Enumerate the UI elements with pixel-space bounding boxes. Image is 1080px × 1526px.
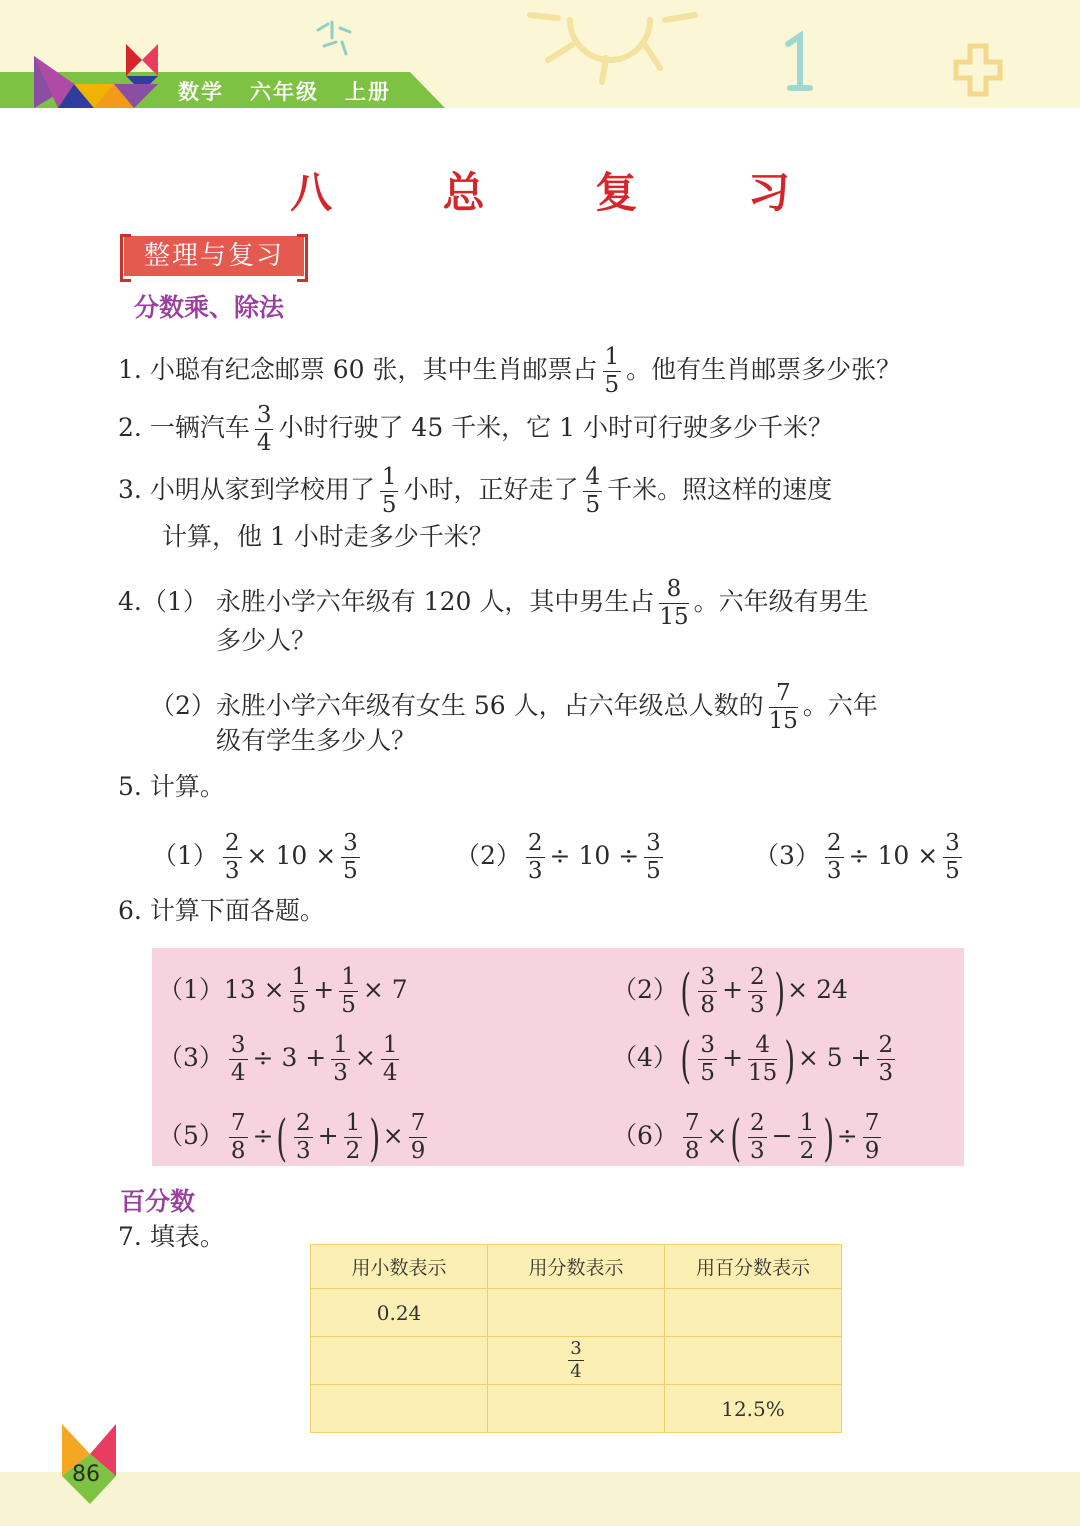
bracket-left-icon — [120, 234, 131, 282]
fill-table — [310, 1244, 842, 1433]
problem-text: 小时，正好走了 — [403, 475, 579, 504]
fraction: $\frac{1}{5}$ — [604, 344, 620, 398]
fraction: $\frac{4}{5}$ — [585, 464, 601, 518]
problem-5-item-3: （3） $\frac{2}{3}$ ÷ 10 × $\frac{3}{5}$ — [754, 830, 960, 884]
table-cell-blank[interactable] — [488, 1289, 665, 1337]
problem-7 — [118, 1222, 225, 1252]
problem-text: 小聪有纪念邮票 60 张，其中生肖邮票占 — [149, 355, 598, 384]
subject-label: 数学 — [178, 80, 224, 104]
fraction: $\frac{8}{15}$ — [659, 576, 689, 630]
exercise-6-3: （3） $\frac{3}{4}$ ÷ 3 + $\frac{1}{3}$ × $\frac{1}{4}$ — [158, 1032, 398, 1086]
problem-text: 永胜小学六年级有 120 人，其中男生占 — [215, 587, 655, 616]
table-cell-blank[interactable] — [665, 1337, 842, 1385]
problem-number: 6. — [118, 896, 142, 925]
problem-number: 1. — [118, 355, 142, 384]
problem-text: 填表。 — [149, 1222, 225, 1251]
fraction: $\frac{1}{5}$ — [381, 464, 397, 518]
problem-text: 小明从家到学校用了 — [149, 475, 375, 504]
exercise-6-2: （2）( $\frac{3}{8}$ + $\frac{2}{3}$ )× 24 — [612, 962, 848, 1021]
problem-text: 一辆汽车 — [149, 413, 250, 442]
exercise-6-6: （6） $\frac{7}{8}$ ×( $\frac{2}{3}$ − $\frac{1}{2}$ )÷ $\frac{7}{9}$ — [612, 1108, 880, 1167]
problem-5-item-2: （2） $\frac{2}{3}$ ÷ 10 ÷ $\frac{3}{5}$ — [455, 830, 661, 884]
section-tag-label: 整理与复习 — [144, 241, 285, 271]
exercise-6-5: （5） $\frac{7}{8}$ ÷( $\frac{2}{3}$ + $\frac{1}{2}$ )× $\frac{7}{9}$ — [158, 1108, 426, 1167]
sparkle-decoration-icon — [310, 18, 360, 58]
table-header: 用百分数表示 — [665, 1245, 842, 1289]
problem-number: （2） — [150, 691, 216, 720]
fraction: $\frac{7}{15}$ — [768, 680, 798, 734]
table-header: 用分数表示 — [488, 1245, 665, 1289]
problem-text: 永胜小学六年级有女生 56 人，占六年级总人数的 — [215, 691, 764, 720]
table-cell: $\frac{3}{4}$ — [488, 1337, 665, 1385]
problem-text: 。他有生肖邮票多少张？ — [626, 355, 902, 384]
problem-text: 计算。 — [149, 772, 225, 801]
bracket-right-icon — [297, 234, 308, 282]
table-row — [311, 1289, 842, 1337]
volume-label: 上册 — [345, 80, 391, 104]
subhead-fractions: 分数乘、除法 — [134, 293, 285, 322]
problem-number: 5. — [118, 772, 142, 801]
problem-1 — [118, 346, 901, 397]
grade-label: 六年级 — [250, 80, 319, 104]
book-label — [178, 76, 417, 106]
table-header: 用小数表示 — [311, 1245, 488, 1289]
problem-text: 小时行驶了 45 千米，它 1 小时可行驶多少千米？ — [278, 413, 833, 442]
section-tag — [124, 236, 304, 276]
problem-text: 千米。照这样的速度 — [607, 475, 833, 504]
problem-6 — [118, 896, 325, 926]
problem-number: 3. — [118, 475, 142, 504]
table-cell-blank[interactable] — [311, 1385, 488, 1433]
table-header-row — [311, 1245, 842, 1289]
tangram-logo-icon — [34, 44, 164, 108]
exercise-6-4: （4）( $\frac{3}{5}$ + $\frac{4}{15}$ )× 5 + $\frac{2}{3}$ — [612, 1030, 894, 1089]
number-one-decoration-icon — [780, 30, 820, 100]
footer-band — [0, 1472, 1080, 1526]
problem-text: 计算下面各题。 — [149, 896, 325, 925]
problem-2 — [118, 404, 833, 455]
problem-number: 2. — [118, 413, 142, 442]
problem-text: 。六年级有男生 — [693, 587, 869, 616]
sun-decoration-icon — [510, 0, 710, 100]
page-number: 86 — [72, 1462, 100, 1487]
problem-number: 4.（1） — [118, 587, 208, 616]
plus-decoration-icon — [950, 40, 1006, 100]
problem-4-2-line2: 级有学生多少人？ — [216, 726, 417, 755]
table-cell: 0.24 — [311, 1289, 488, 1337]
problem-text: 。六年 — [802, 691, 878, 720]
problem-number: 7. — [118, 1222, 142, 1251]
problem-3 — [118, 466, 832, 517]
table-row — [311, 1385, 842, 1433]
table-cell: 12.5% — [665, 1385, 842, 1433]
exercise-6-1: （1）13 × $\frac{1}{5}$ + $\frac{1}{5}$ × 7 — [158, 964, 408, 1018]
problem-5-item-1: （1） $\frac{2}{3}$ × 10 × $\frac{3}{5}$ — [152, 830, 358, 884]
problem-5 — [118, 772, 225, 802]
problem-4-1 — [118, 578, 869, 629]
table-cell-blank[interactable] — [665, 1289, 842, 1337]
table-row — [311, 1337, 842, 1385]
fraction: $\frac{3}{4}$ — [256, 402, 272, 456]
chapter-title: 八 总 复 习 — [290, 168, 838, 217]
problem-3-line2: 计算，他 1 小时走多少千米？ — [162, 522, 494, 551]
subhead-percent: 百分数 — [120, 1187, 196, 1216]
table-cell-blank[interactable] — [311, 1337, 488, 1385]
table-cell-blank[interactable] — [488, 1385, 665, 1433]
problem-4-1-line2: 多少人？ — [216, 626, 317, 655]
